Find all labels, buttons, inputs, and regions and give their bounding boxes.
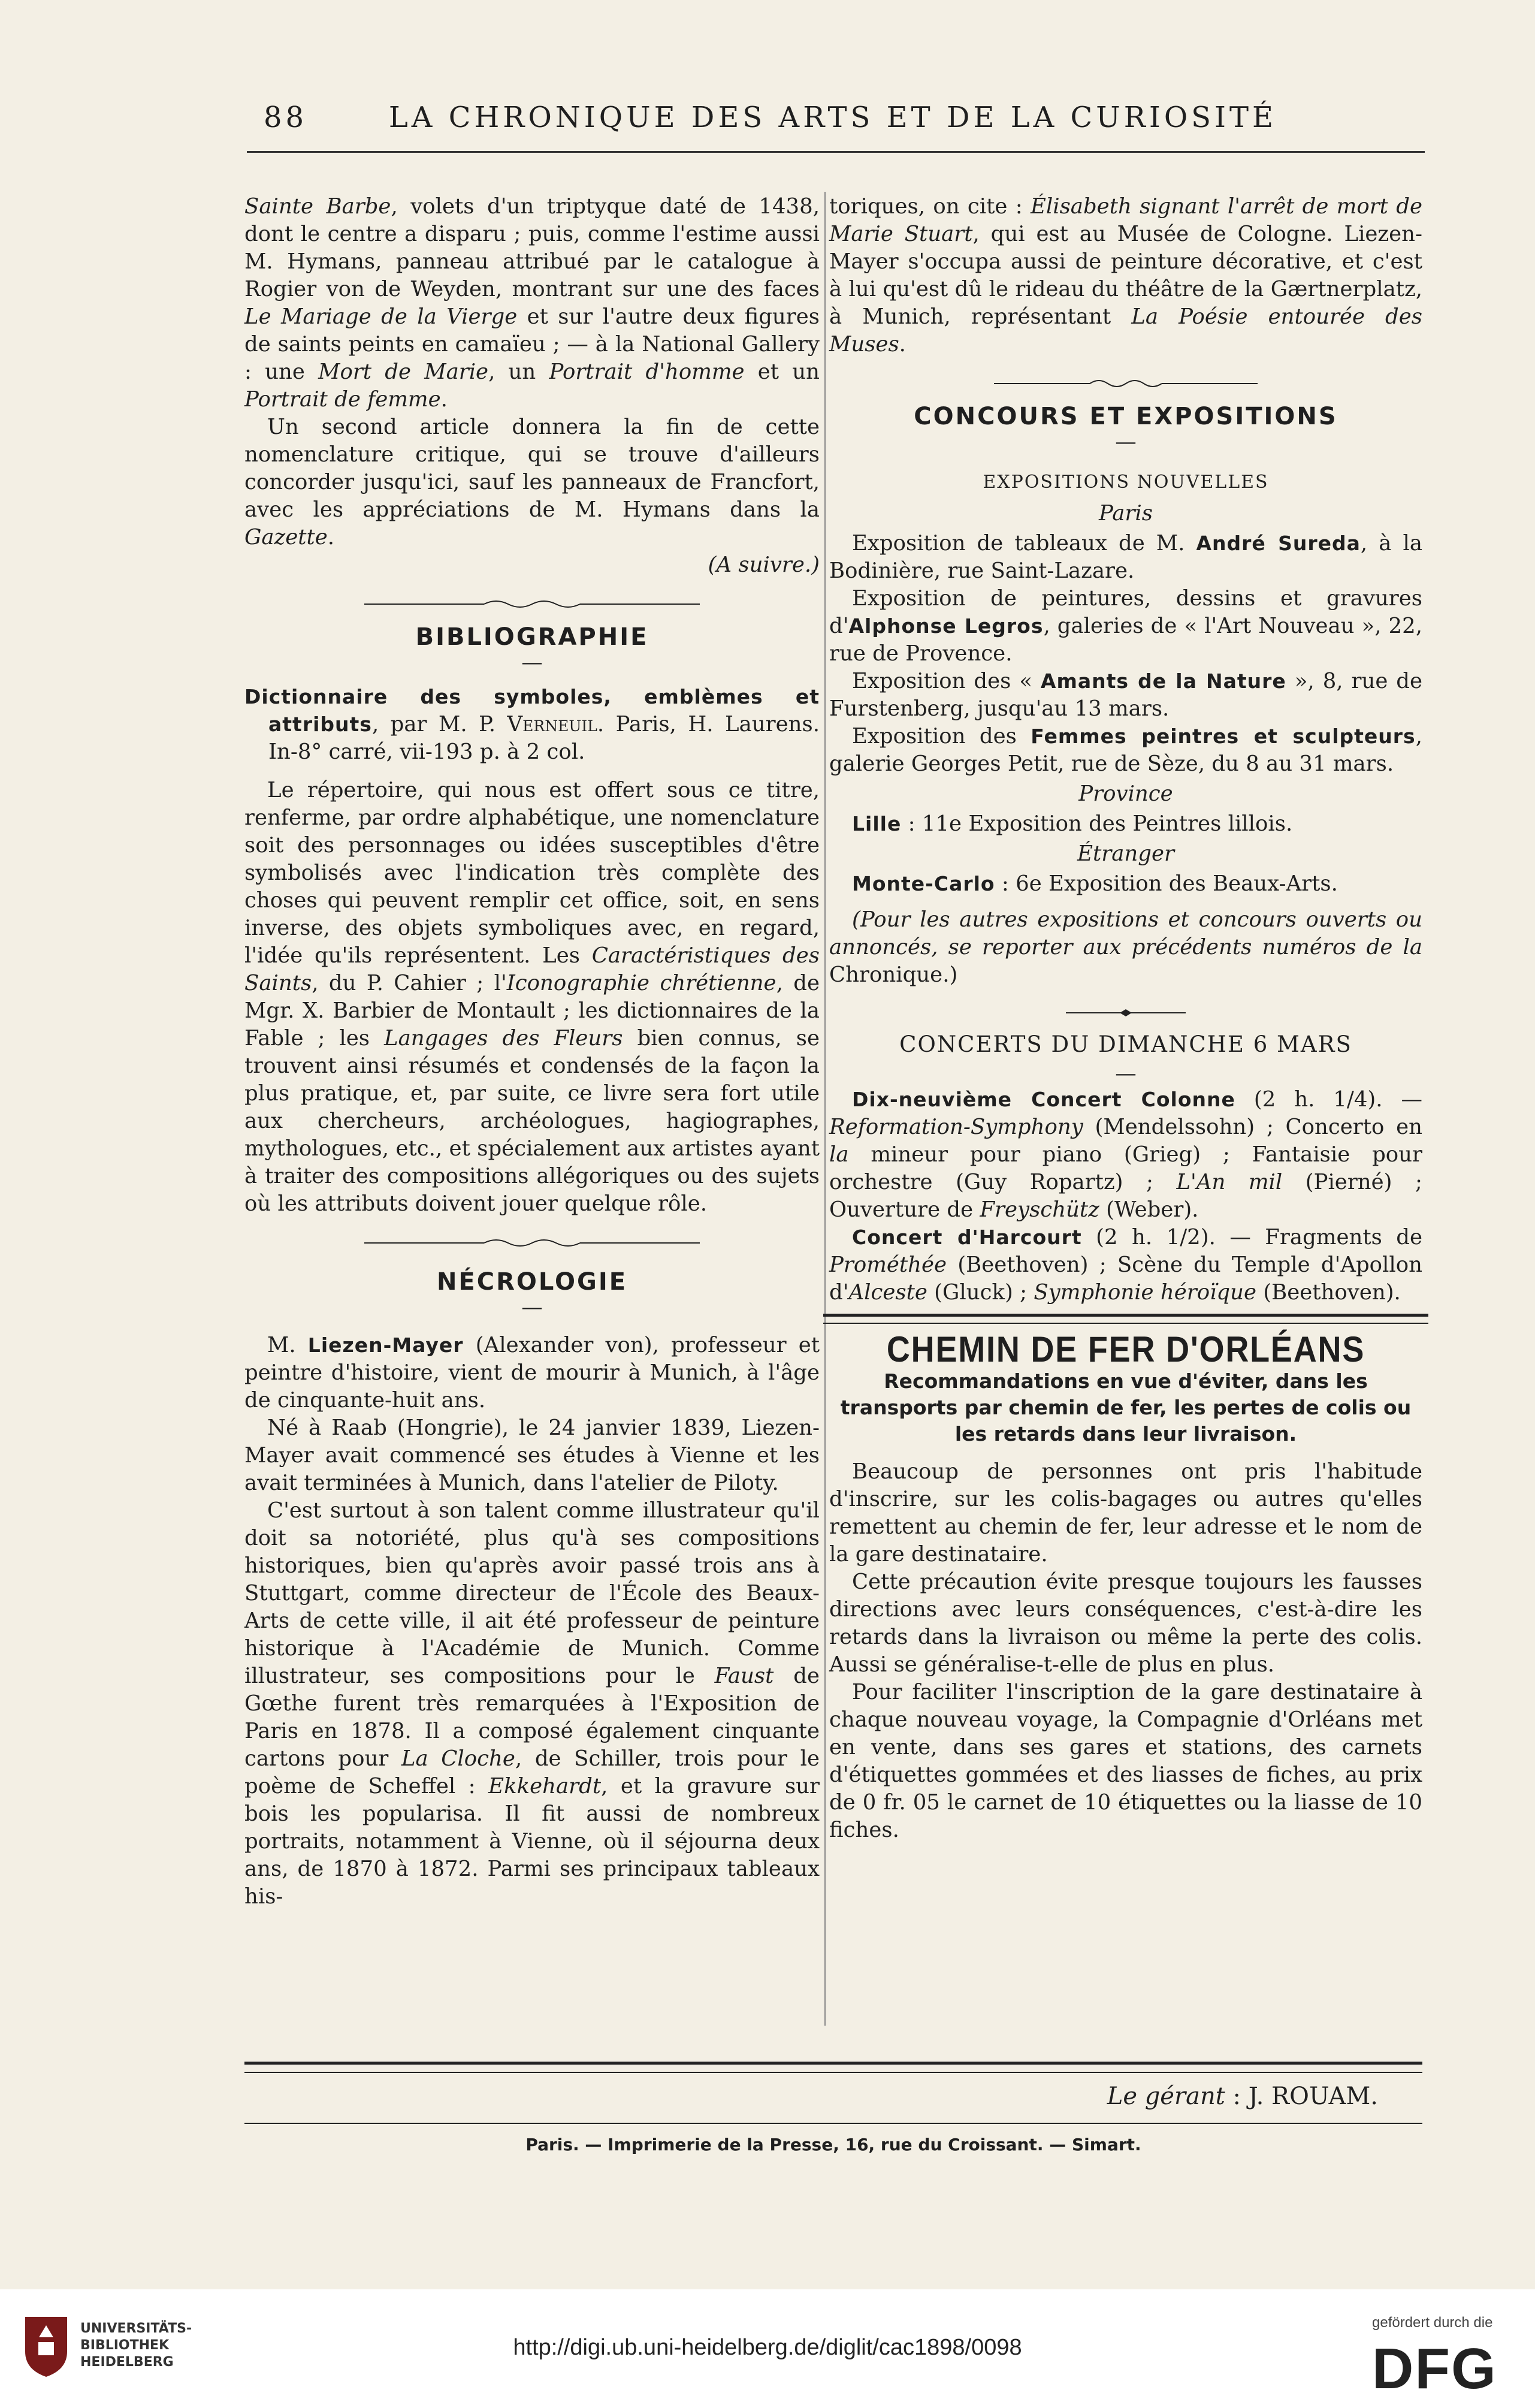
bold-run: Dix-neuvième Concert Colonne [852,1088,1235,1111]
text-run: Exposition des [852,724,1031,749]
article-continuation-p1 [244,193,820,414]
exposition-item [829,810,1422,838]
advert-p3: Pour faciliter l'inscription de la gare destinataire à chaque nouveau voyage, la Compagnie d'Orléans met en vente, dans ses gares et stations, des carnets d'étiquettes gommées et des liasses de fiches, au prix de 0 fr. 05 le carnet de 10 étiquettes ou la liasse de 10 fiches. [829,1680,1422,1842]
exposition-item [829,530,1422,585]
text-run: , qui est au Musée de Cologne. Liezen-Mayer s'occupa aussi de peinture décorative, et c'est à lui qu'est dû le rideau du théâtre de la Gærtnerplatz, à Munich, représentant [829,222,1423,329]
text-run: M. [267,1333,308,1357]
italic-run: Alceste [848,1280,927,1305]
italic-run: (Pour les autres expositions et concours ouverts ou annoncés, se reporter aux précédents numéros de la [829,907,1422,959]
text-run: Chronique [829,962,943,987]
dfg-logo: DFG [1372,2337,1497,2401]
italic-run: Caractéristiques des Saints [244,943,820,995]
text-run: (Beethoven). [1256,1280,1401,1305]
imprint-rule [244,2123,1422,2124]
text-run: . [440,387,448,412]
concert-item [829,1086,1422,1224]
running-head [240,101,1426,134]
italic-run: Mort de Marie [318,360,489,384]
text-run: Le répertoire, qui nous est offert sous ce titre, renferme, par ordre alphabétique, une nomenclature soit des personnages ou idées susceptibles d'être symbolisés avec l'indication très complète des choses qui peuvent remplir cet office, soit, en sens inverse, des objets symboliques avec, en regard, l'idée qu'ils représentent. Les [244,778,820,968]
text-run: (Beethoven) ; Scène du Temple d'Apollon d' [829,1253,1422,1305]
bold-run: André Sureda [1196,532,1361,555]
heading-dash: — [521,650,543,675]
text-run: C'est surtout à son talent comme illustrateur qu'il doit sa notoriété, plus qu'à ses compositions historiques, bien qu'après avoir passé trois ans à Stuttgart, comme directeur de l'École des Beaux-Arts de cette ville, il ait été professeur de peinture historique à l'Académie de Munich. Comme illustrateur, ses compositions pour le [244,1498,820,1688]
necrology-p1 [244,1332,820,1414]
heading-dash: — [1115,430,1137,454]
text-run: et sur l'autre deux figures de saints peints en camaïeu ; — à la National Gallery : une [244,304,820,384]
text-run: .) [942,962,958,987]
necrology-p2 [244,1414,820,1497]
text-run: , par M. P. [371,712,507,737]
uni-line: BIBLIOTHEK [80,2338,170,2353]
bibliography-review [244,777,820,1218]
bold-run: Monte-Carlo [852,872,995,895]
uni-line: UNIVERSITÄTS- [80,2321,192,2336]
bold-run: Amants de la Nature [1040,669,1286,693]
text-run: , galeries de « l'Art Nouveau », 22, rue de Provence. [829,614,1422,666]
concert-item [829,1224,1422,1306]
text-run: (Gluck) ; [927,1280,1034,1305]
advert-subtitle: Recommandations en vue d'éviter, dans les transports par chemin de fer, les pertes de colis ou les retards dans leur livraison. [840,1369,1412,1446]
italic-run: Portrait d'homme [549,360,745,384]
italic-run: La Cloche [401,1746,515,1771]
text-run: Exposition de tableaux de M. [852,531,1196,556]
text-run: , volets d'un triptyque daté de 1438, dont le centre a disparu ; puis, comme l'estime aussi M. Hymans, panneau attribué par le catalogue à Rogier von de Weyden, montrant sur une des faces [244,194,820,301]
italic-run: Faust [714,1664,774,1688]
advert-title: CHEMIN DE FER D'ORLÉANS [886,1329,1365,1369]
heading-dash: — [1115,1061,1137,1086]
italic-run: L'An mil [1176,1170,1283,1194]
text-run: . [327,525,335,550]
text-run: . [899,332,906,357]
imprint: Paris. — Imprimerie de la Presse, 16, rue du Croissant. — Simart. [525,2135,1141,2154]
bold-run: Alphonse Legros [848,614,1044,638]
italic-run: Symphonie héroïque [1034,1280,1257,1305]
a-suivre: (A suivre.) [708,553,820,577]
text-run: , du P. Cahier ; l' [312,971,507,995]
ornament-divider [364,597,700,611]
text-run: : 11e Exposition des Peintres lillois. [901,811,1293,836]
gerant-name: : J. ROUAM. [1225,2083,1378,2110]
italic-run: Sainte Barbe [244,194,391,219]
text-run: , un [488,360,549,384]
right-column [829,193,1422,1844]
sponsor-caption: gefördert durch die [1372,2315,1493,2331]
text-run: toriques, on cite : [829,194,1031,219]
italic-run: Élisabeth signant l'arrêt de mort de Marie Stuart [829,194,1422,246]
source-url[interactable]: http://digi.ub.uni-heidelberg.de/diglit/cac1898/0098 [513,2335,1022,2360]
italic-run: Freyschütz [980,1197,1099,1222]
exposition-item [829,585,1422,668]
expositions-note [829,906,1422,989]
italic-run: Portrait de femme [244,387,441,412]
text-run: (Alexander von), professeur et peintre d'histoire, vient de mourir à Munich, à l'âge de cinquante-huit ans. [244,1333,820,1413]
text-run: , galerie Georges Petit, rue de Sèze, du 8 au 31 mars. [829,724,1422,776]
bold-run: Lille [852,812,902,835]
smallcaps-run: Verneuil [507,712,597,737]
italic-run: Ekkehardt [488,1774,602,1799]
italic-run: La Poésie entourée des Muses [829,304,1422,357]
text-run: (2 h. 1/2). — Fragments de [1081,1225,1422,1250]
etranger-label: Étranger [1077,841,1174,866]
left-column [244,193,820,1911]
bottom-double-rule [244,2062,1422,2073]
italic-run: Le Mariage de la Vierge [244,304,518,329]
bold-run: Concert d'Harcourt [852,1226,1082,1249]
text-run: (2 h. 1/4). — [1235,1087,1422,1112]
header-rule [247,151,1425,153]
text-run: Né à Raab (Hongrie), le 24 janvier 1839, Liezen-Mayer avait commencé ses études à Vienne et les avait terminées à Munich, dans l'atelier de Piloty. [244,1416,820,1495]
concerts-heading: CONCERTS DU DIMANCHE 6 MARS [899,1031,1352,1057]
digitization-footer [0,2289,1535,2408]
text-run: , à la Bodinière, rue Saint-Lazare. [829,531,1422,583]
bold-run: Femmes peintres et sculpteurs [1031,725,1416,748]
text-run: , et la gravure sur bois les popularisa. Il fit aussi de nombreux portraits, notamment à Vienne, où il séjourna deux ans, de 1870 à 1872. Parmi ses principaux tableaux his- [244,1774,820,1909]
ornament-divider [994,376,1258,391]
text-run: , de Schiller, trois pour le poème de Scheffel : [244,1746,820,1799]
province-label: Province [1078,781,1173,806]
text-run: et un [744,360,820,384]
text-run: Exposition de peintures, dessins et gravures d' [829,586,1422,638]
advert-p2: Cette précaution évite presque toujours les fausses directions avec leurs conséquences, c'est-à-dire les retards dans la livraison ou même la perte des colis. Aussi se généralise-t-elle de plus en plus. [829,1570,1422,1677]
necrology-p3 [244,1497,820,1911]
column-rule [824,192,826,2026]
text-run: : 6e Exposition des Beaux-Arts. [995,871,1338,896]
text-run: Un second article donnera la fin de cette nomenclature critique, qui se trouve d'ailleurs concorder jusqu'ici, sauf les panneaux de Francfort, avec les appréciations de M. Hymans dans la [244,415,820,522]
advert-rule [823,1314,1428,1324]
bibliography-entry [244,683,820,766]
necrologie-heading: NÉCROLOGIE [436,1268,628,1296]
text-run: . Paris, H. Laurens. In-8° carré, vii-193 p. à 2 col. [268,712,820,764]
small-divider [1066,1007,1186,1019]
uni-line: HEIDELBERG [80,2355,174,2370]
necrology-continuation [829,193,1422,358]
text-run: (Weber). [1099,1197,1199,1222]
text-run: bien connus, se trouvent ainsi résumés et condensés de la façon la plus pratique, et, par suite, ce livre sera fort utile aux chercheurs, archéologues, hagiographes, mythologues, etc., et spécialement aux artistes ayant à traiter des compositions allégoriques ou des sujets où les attributs doivent jouer quelque rôle. [244,1026,820,1216]
text-run: Exposition des « [852,669,1041,693]
advert-p1: Beaucoup de personnes ont pris l'habitude d'inscrire, sur les colis-bagages ou autres qu'elles remettent au chemin de fer, leur adresse et le nom de la gare destinataire. [829,1459,1422,1567]
gerant-line [959,2083,1378,2110]
bold-run: Liezen-Mayer [307,1333,464,1357]
text-run: », 8, rue de Furstenberg, jusqu'au 13 mars. [829,669,1422,721]
paris-label: Paris [1099,501,1153,526]
gerant-label: Le gérant [1107,2083,1225,2110]
italic-run: Gazette [244,525,328,550]
italic-run: Langages des Fleurs [384,1026,623,1051]
italic-run: Iconographie chrétienne [506,971,776,995]
expositions-subheading: EXPOSITIONS NOUVELLES [983,472,1269,493]
exposition-item [829,870,1422,898]
text-run: de Gœthe furent très remarquées à l'Exposition de Paris en 1878. Il a composé également cinquante cartons pour [244,1664,820,1771]
bibliographie-heading: BIBLIOGRAPHIE [415,623,649,651]
italic-run: Reformation-Symphony [829,1115,1083,1139]
concours-heading: CONCOURS ET EXPOSITIONS [914,403,1338,430]
italic-run: Prométhée [829,1253,947,1277]
text-run: mineur pour piano (Grieg) ; Fantaisie pour orchestre (Guy Ropartz) ; [829,1142,1422,1194]
text-run: , de Mgr. X. Barbier de Montault ; les dictionnaires de la Fable ; les [244,971,820,1051]
article-continuation-p2 [244,414,820,551]
exposition-item [829,668,1422,723]
bold-run: Dictionnaire des symboles, emblèmes et attributs [244,685,820,736]
ornament-divider [364,1236,700,1250]
text-run: (Pierné) ; Ouverture de [829,1170,1422,1222]
italic-run: la [829,1142,849,1167]
page-number: 88 [264,101,308,134]
running-title: LA CHRONIQUE DES ARTS ET DE LA CURIOSITÉ [388,101,1277,134]
text-run: (Mendelssohn) ; Concerto en [1083,1115,1422,1139]
exposition-item [829,723,1422,778]
heading-dash: — [521,1295,543,1320]
